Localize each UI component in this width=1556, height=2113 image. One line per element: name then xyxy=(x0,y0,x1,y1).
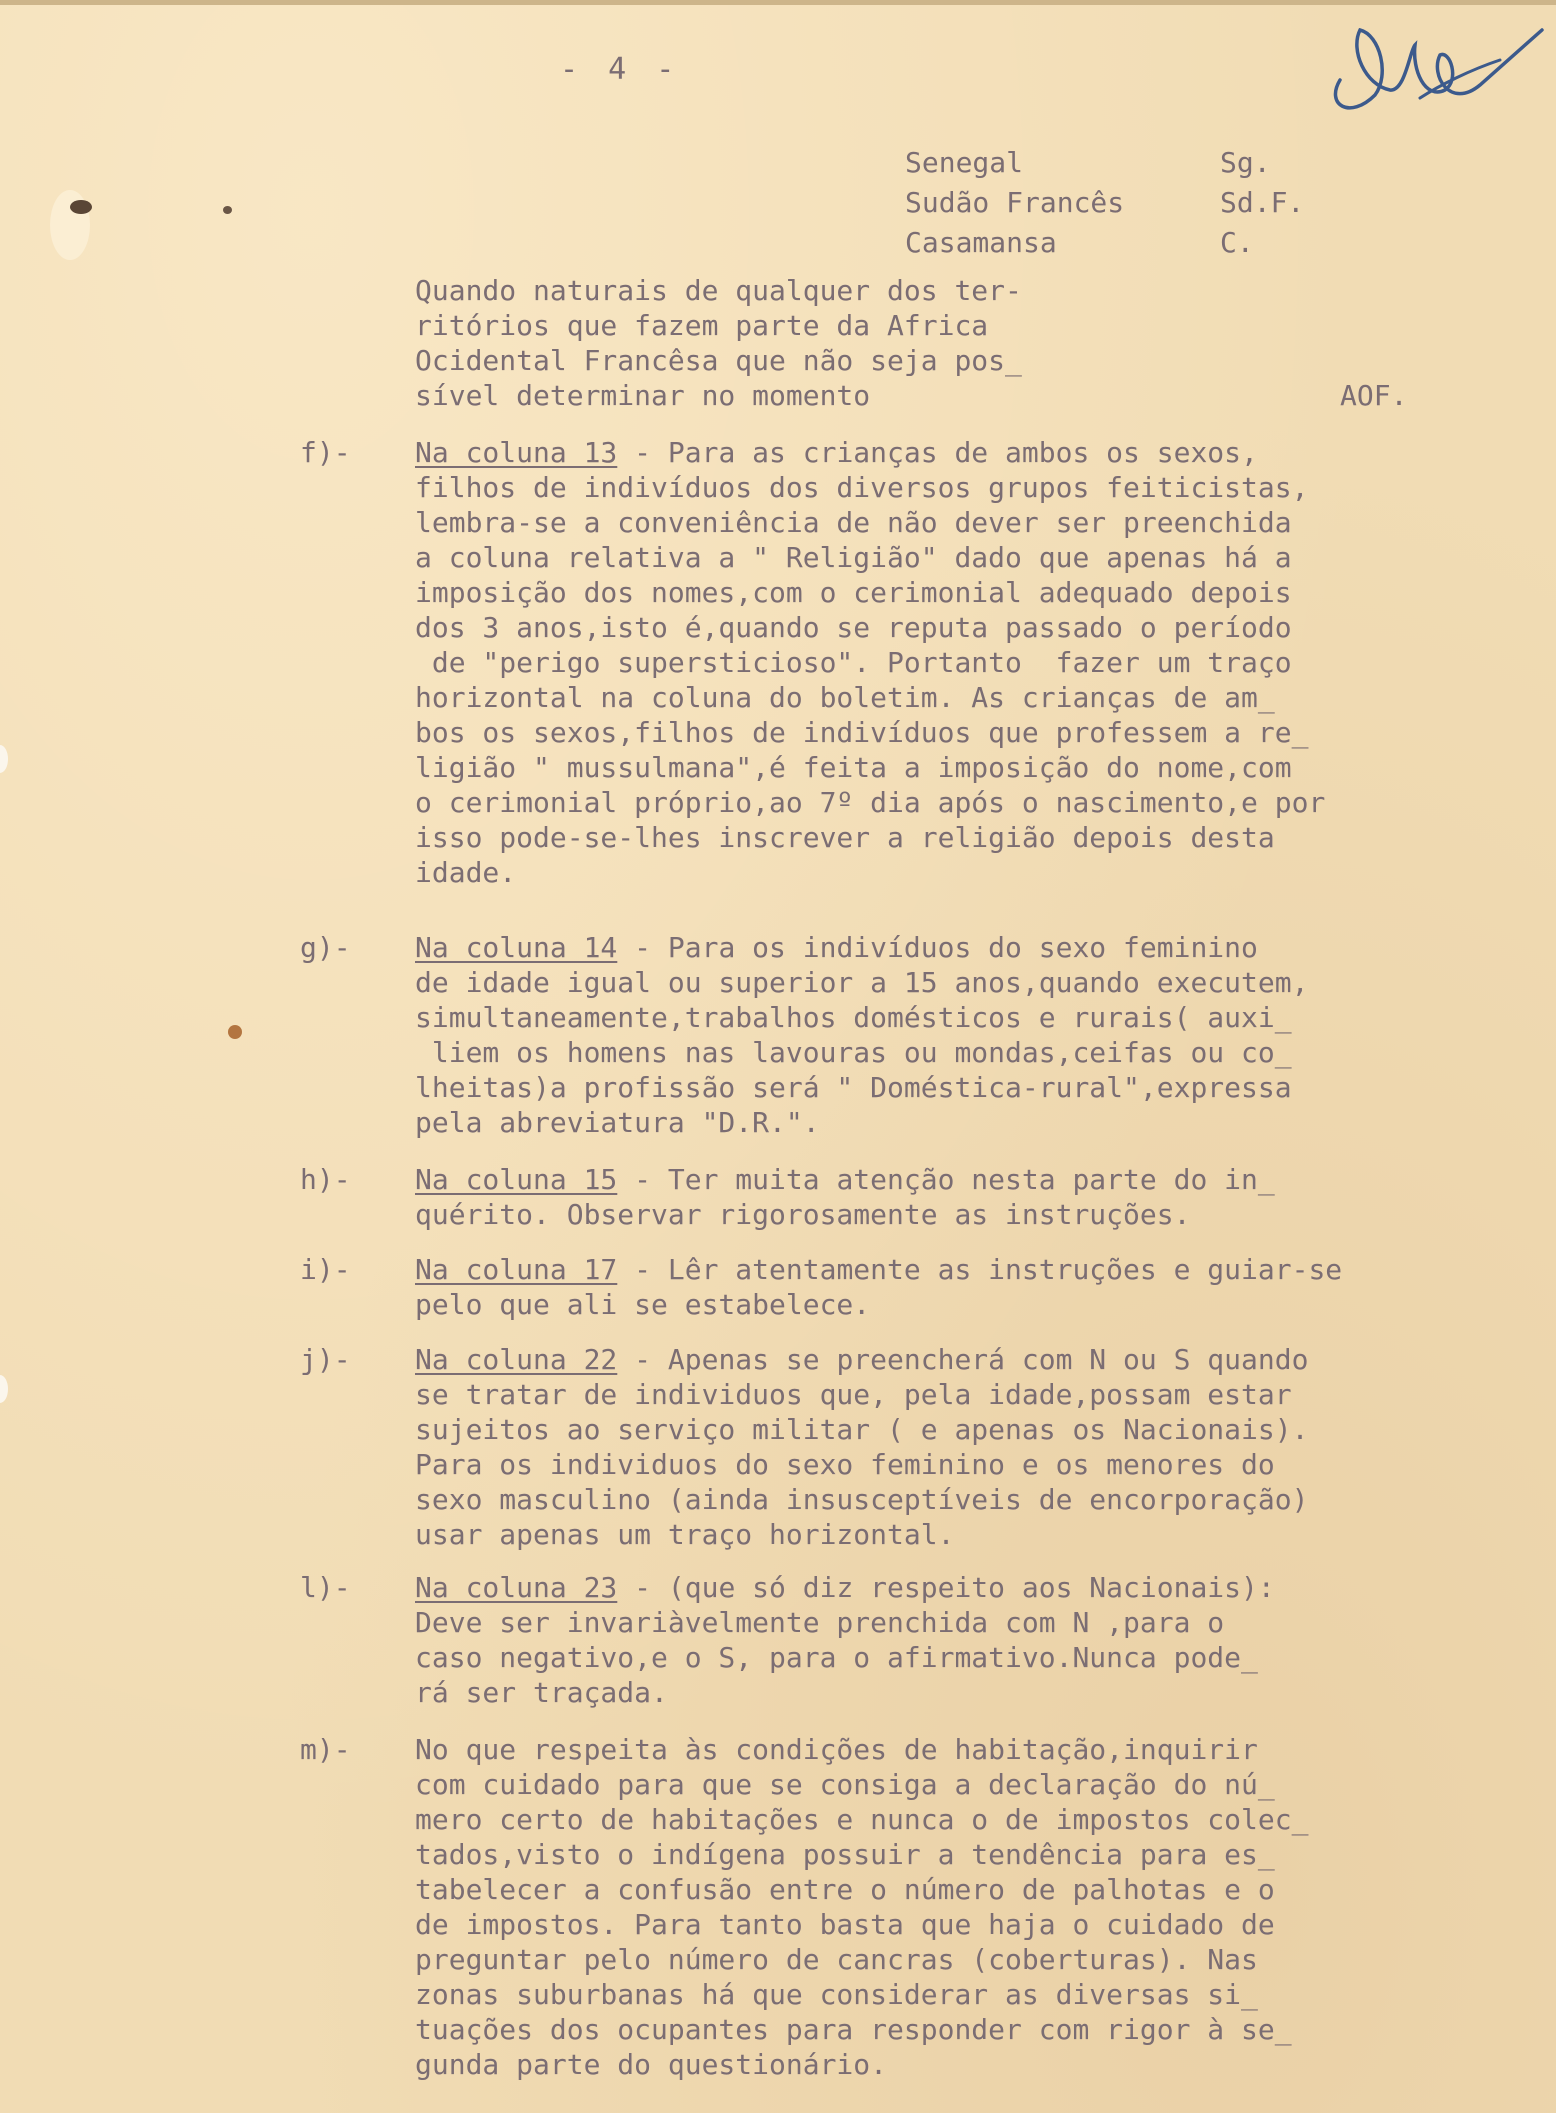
territory-code-row xyxy=(905,222,1340,262)
ink-spot xyxy=(70,200,92,214)
item-line: horizontal na coluna do boletim. As crianças de am_ xyxy=(415,681,1275,714)
item-line: caso negativo,e o S, para o afirmativo.Nunca pode_ xyxy=(415,1641,1258,1674)
item-line: lembra-se a conveniência de não dever ser preenchida xyxy=(415,506,1292,539)
rust-spot xyxy=(228,1025,242,1039)
item-line: pelo que ali se estabelece. xyxy=(415,1288,871,1321)
item-line: idade. xyxy=(415,856,517,889)
item-line: se tratar de individuos que, pela idade,possam estar xyxy=(415,1378,1292,1411)
item-text xyxy=(415,1162,1525,1232)
item-line: tados,visto o indígena possuir a tendência para es_ xyxy=(415,1838,1275,1871)
item-line-rest: - Ter muita atenção nesta parte do in_ xyxy=(617,1163,1275,1196)
item-line: quérito. Observar rigorosamente as instruções. xyxy=(415,1198,1191,1231)
item-line-rest: - Para as crianças de ambos os sexos, xyxy=(617,436,1258,469)
handwritten-signature xyxy=(1320,10,1550,140)
item-text xyxy=(415,1732,1525,2082)
item-text xyxy=(415,1252,1525,1322)
territory-abbr: C. xyxy=(1220,225,1254,259)
territory-name: Casamansa xyxy=(905,225,1057,259)
item-line: zonas suburbanas há que considerar as diversas si_ xyxy=(415,1978,1258,2011)
item-line: mero certo de habitações e nunca o de impostos colec_ xyxy=(415,1803,1309,1836)
item-first-line xyxy=(415,1570,1525,1605)
item-line-rest: - Apenas se preencherá com N ou S quando xyxy=(617,1343,1309,1376)
item-text xyxy=(415,1342,1525,1552)
item-line: de impostos. Para tanto basta que haja o cuidado de xyxy=(415,1908,1275,1941)
item-marker: h)- xyxy=(300,1163,351,1196)
item-first-line xyxy=(415,1342,1525,1377)
item-line: sexo masculino (ainda insusceptíveis de encorporação) xyxy=(415,1483,1309,1516)
item-marker: g)- xyxy=(300,931,351,964)
item-marker: l)- xyxy=(300,1571,351,1604)
item-text xyxy=(415,930,1525,1140)
item-first-line xyxy=(415,435,1525,470)
binder-hole xyxy=(0,745,8,773)
item-line: ligião " mussulmana",é feita a imposição do nome,com xyxy=(415,751,1292,784)
binder-hole xyxy=(0,1375,8,1403)
item-line: usar apenas um traço horizontal. xyxy=(415,1518,955,1551)
item-line-rest: - Para os indivíduos do sexo feminino xyxy=(617,931,1258,964)
territory-code-list xyxy=(905,142,1340,262)
item-line-rest: - (que só diz respeito aos Nacionais): xyxy=(617,1571,1275,1604)
item-line: o cerimonial próprio,ao 7º dia após o nascimento,e por xyxy=(415,786,1326,819)
territory-code-row xyxy=(905,142,1340,182)
item-line: a coluna relativa a " Religião" dado que apenas há a xyxy=(415,541,1292,574)
item-line: imposição dos nomes,com o cerimonial adequado depois xyxy=(415,576,1292,609)
item-line: tuações dos ocupantes para responder com rigor à se_ xyxy=(415,2013,1292,2046)
item-line: Para os individuos do sexo feminino e os menores do xyxy=(415,1448,1275,1481)
item-line: sujeitos ao serviço militar ( e apenas os Nacionais). xyxy=(415,1413,1309,1446)
item-line: rá ser traçada. xyxy=(415,1676,668,1709)
aof-abbr: AOF. xyxy=(1340,379,1408,412)
territory-name: Senegal xyxy=(905,145,1024,179)
column-heading: Na coluna 14 xyxy=(415,931,618,964)
item-first-line xyxy=(415,1162,1525,1197)
item-marker: i)- xyxy=(300,1253,351,1286)
item-marker: m)- xyxy=(300,1733,351,1766)
item-line: tabelecer a confusão entre o número de palhotas e o xyxy=(415,1873,1275,1906)
aof-definition xyxy=(415,273,1408,413)
aof-line: ritórios que fazem parte da Africa xyxy=(415,309,989,342)
item-marker: j)- xyxy=(300,1343,351,1376)
territory-abbr: Sd.F. xyxy=(1220,185,1305,219)
item-line: gunda parte do questionário. xyxy=(415,2048,888,2081)
item-line: preguntar pelo número de cancras (coberturas). Nas xyxy=(415,1943,1258,1976)
item-line: simultaneamente,trabalhos domésticos e rurais( auxi_ xyxy=(415,1001,1292,1034)
item-line: de idade igual ou superior a 15 anos,quando executem, xyxy=(415,966,1309,999)
column-heading: Na coluna 23 xyxy=(415,1571,618,1604)
item-line-rest: - Lêr atentamente as instruções e guiar-se xyxy=(617,1253,1343,1286)
column-heading: Na coluna 22 xyxy=(415,1343,618,1376)
item-line: de "perigo supersticioso". Portanto fazer um traço xyxy=(415,646,1292,679)
item-line: Deve ser invariàvelmente prenchida com N ,para o xyxy=(415,1606,1225,1639)
item-line: liem os homens nas lavouras ou mondas,ceifas ou co_ xyxy=(415,1036,1292,1069)
column-heading: Na coluna 13 xyxy=(415,436,618,469)
item-line: dos 3 anos,isto é,quando se reputa passado o período xyxy=(415,611,1292,644)
paper-top-edge xyxy=(0,0,1556,5)
item-line: com cuidado para que se consiga a declaração do nú_ xyxy=(415,1768,1275,1801)
item-text xyxy=(415,435,1525,890)
item-line: pela abreviatura "D.R.". xyxy=(415,1106,820,1139)
page-number: - 4 - xyxy=(560,52,681,87)
item-text xyxy=(415,1570,1525,1710)
item-first-line: No que respeita às condições de habitação,inquirir xyxy=(415,1733,1258,1766)
column-heading: Na coluna 15 xyxy=(415,1163,618,1196)
item-first-line xyxy=(415,930,1525,965)
item-line: filhos de indivíduos dos diversos grupos feiticistas, xyxy=(415,471,1309,504)
item-marker: f)- xyxy=(300,436,351,469)
item-line: isso pode-se-lhes inscrever a religião depois desta xyxy=(415,821,1275,854)
item-line: bos os sexos,filhos de indivíduos que professem a re_ xyxy=(415,716,1309,749)
ink-spot xyxy=(223,206,232,214)
territory-code-row xyxy=(905,182,1340,222)
territory-name: Sudão Francês xyxy=(905,185,1125,219)
item-line: lheitas)a profissão será " Doméstica-rural",expressa xyxy=(415,1071,1292,1104)
item-first-line xyxy=(415,1252,1525,1287)
aof-line: sível determinar no momento xyxy=(415,379,871,412)
column-heading: Na coluna 17 xyxy=(415,1253,618,1286)
territory-abbr: Sg. xyxy=(1220,145,1271,179)
aof-line: Quando naturais de qualquer dos ter- xyxy=(415,274,1022,307)
aof-line: Ocidental Francêsa que não seja pos_ xyxy=(415,344,1022,377)
